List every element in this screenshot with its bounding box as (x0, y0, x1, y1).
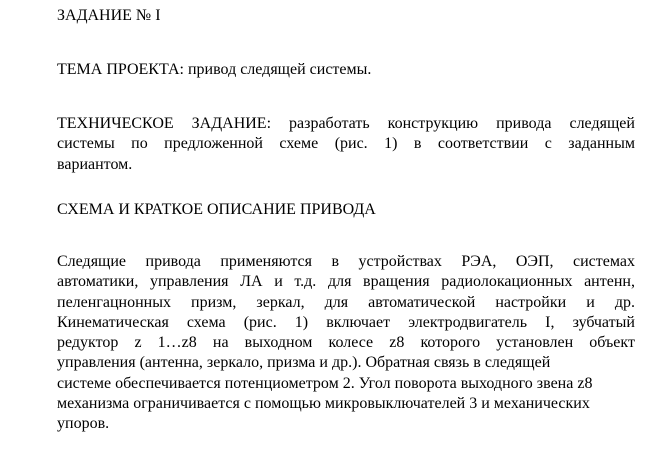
description-line: механизма ограничивается с помощью микровыключателей 3 и механических (57, 395, 590, 413)
technical-task-line: системы по предложенной схеме (рис. 1) в соответствии с заданным (57, 135, 635, 153)
technical-task-paragraph (57, 114, 635, 175)
description-line: редуктор z 1…z8 на выходном колесе z8 которого установлен объект (57, 334, 635, 352)
description-line: Кинематическая схема (рис. 1) включает электродвигатель I, зубчатый (57, 313, 635, 331)
description-paragraph (57, 252, 635, 435)
technical-task-line: ТЕХНИЧЕСКОЕ ЗАДАНИЕ: разработать конструкцию привода следящей (57, 115, 635, 132)
assignment-title: ЗАДАНИЕ № I (57, 7, 161, 24)
description-line: управления (антенна, зеркало, призма и др.). Обратная связь в следящей (57, 354, 551, 372)
description-line: системе обеспечивается потенциометром 2. Угол поворота выходного звена z8 (57, 374, 593, 392)
technical-task-line: вариантом. (57, 155, 133, 173)
description-line: автоматики, управления ЛА и т.д. для вращения радиолокационных антенн, (57, 273, 635, 291)
description-line: пеленгацнонных призм, зеркал, для автоматической настройки и др. (57, 293, 635, 311)
description-line: упоров. (57, 415, 110, 433)
project-topic: ТЕМА ПРОЕКТА: привод следящей системы. (57, 61, 372, 78)
description-line: Следящие привода применяются в устройствах РЭА, ОЭП, системах (57, 253, 635, 270)
section-heading: СХЕМА И КРАТКОЕ ОПИСАНИЕ ПРИВОДА (57, 201, 376, 218)
